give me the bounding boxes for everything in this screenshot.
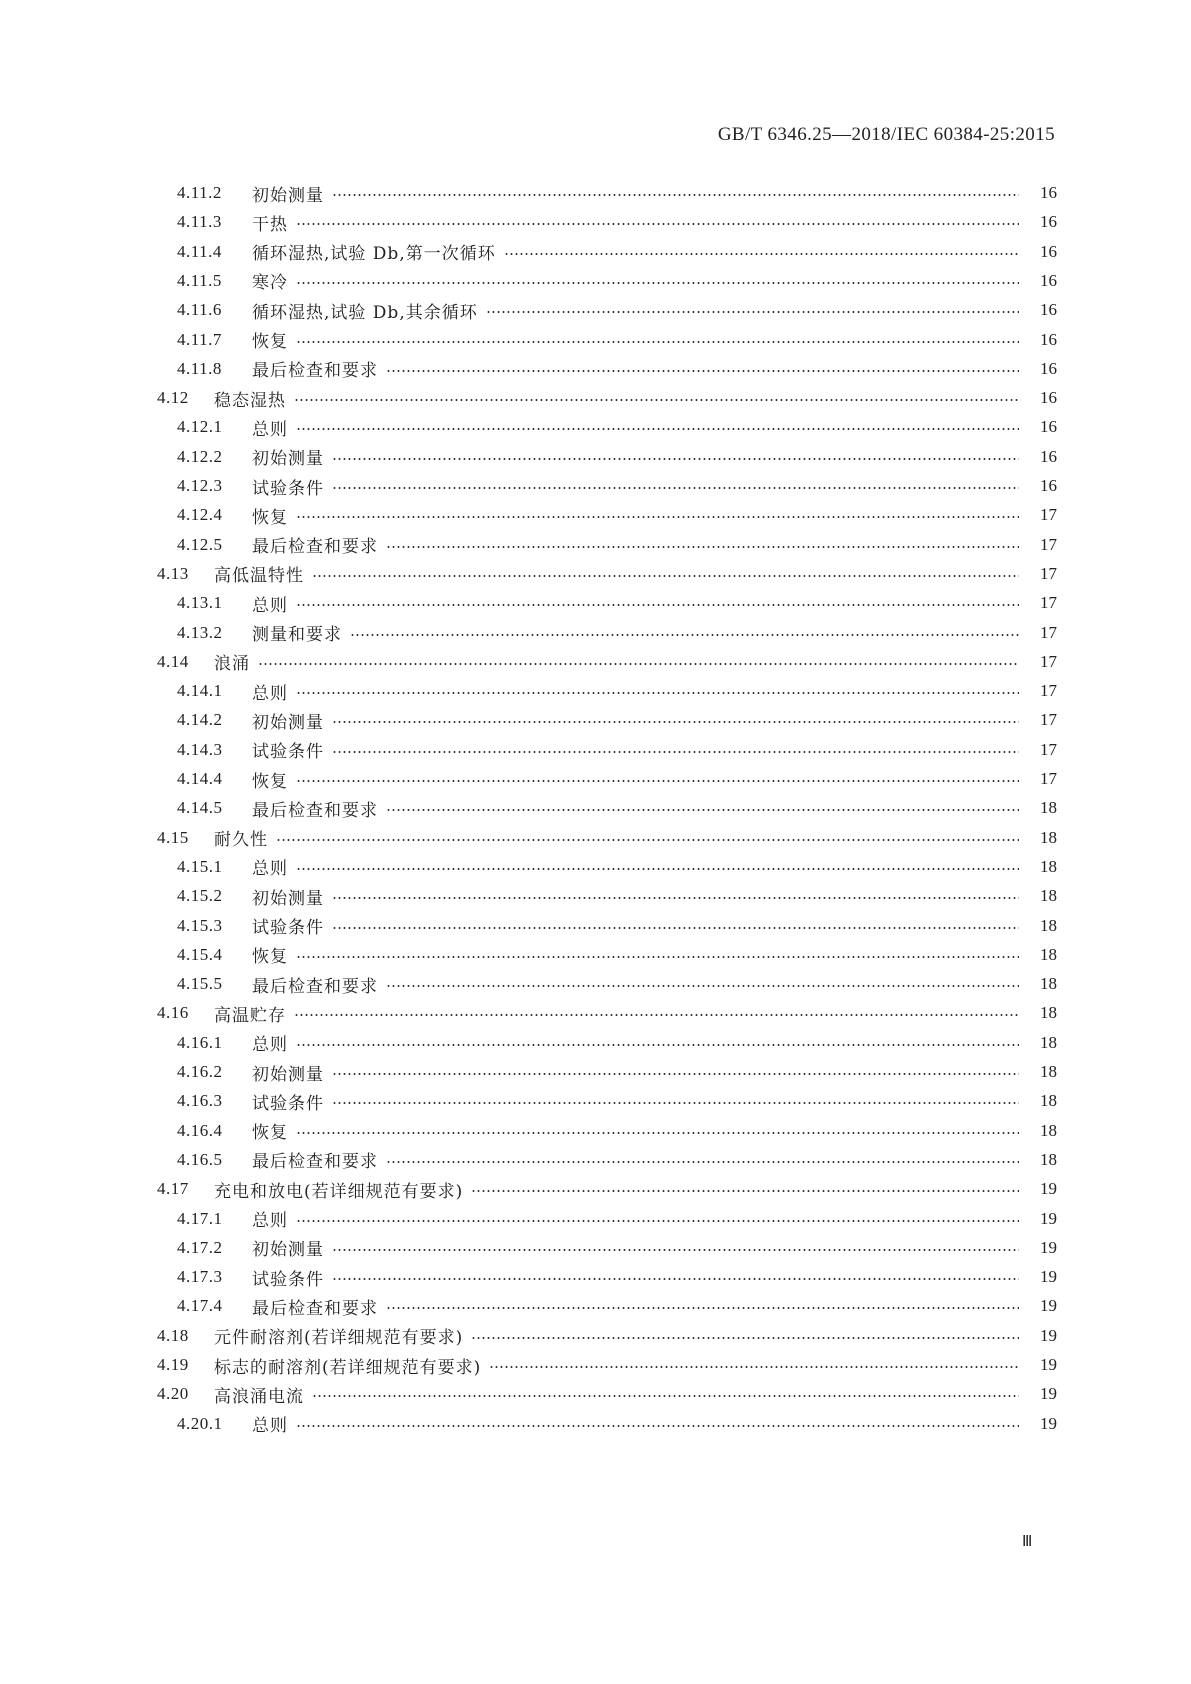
toc-entry[interactable] xyxy=(0,1262,1191,1292)
toc-page-number: 18 xyxy=(1040,1149,1057,1169)
toc-dot-leader xyxy=(296,1044,1019,1046)
toc-section-title: 最后检查和要求 xyxy=(252,976,378,997)
toc-dot-leader xyxy=(296,1425,1019,1427)
toc-entry-content xyxy=(157,998,1057,1028)
toc-section-number: 4.15.3 xyxy=(177,915,223,935)
toc-entry-content xyxy=(177,911,1057,941)
toc-dot-leader xyxy=(386,370,1019,372)
toc-entry[interactable] xyxy=(0,354,1191,384)
toc-entry-content xyxy=(177,237,1057,267)
toc-section-title: 试验条件 xyxy=(252,478,324,499)
toc-page-number: 17 xyxy=(1040,681,1057,701)
toc-section-number: 4.16.3 xyxy=(177,1091,223,1111)
toc-entry[interactable] xyxy=(0,559,1191,589)
toc-entry[interactable] xyxy=(0,1145,1191,1175)
toc-section-title: 总则 xyxy=(252,1211,288,1231)
toc-entry-content xyxy=(157,1379,1057,1409)
toc-dot-leader xyxy=(332,1073,1019,1075)
toc-section-number: 4.16.5 xyxy=(177,1149,223,1169)
toc-entry[interactable] xyxy=(0,618,1191,648)
toc-page-number: 17 xyxy=(1040,769,1057,788)
toc-dot-leader xyxy=(296,868,1019,870)
toc-entry-content xyxy=(177,676,1057,706)
toc-dot-leader xyxy=(332,458,1019,460)
toc-dot-leader xyxy=(332,721,1019,723)
toc-dot-leader xyxy=(332,897,1019,899)
toc-section-title: 恢复 xyxy=(252,1123,288,1144)
toc-page-number: 18 xyxy=(1040,827,1057,847)
toc-page-number: 17 xyxy=(1040,593,1057,613)
toc-section-number: 4.16 xyxy=(157,1003,189,1023)
toc-entry[interactable] xyxy=(0,588,1191,618)
toc-section-number: 4.17.1 xyxy=(177,1208,223,1228)
toc-dot-leader xyxy=(296,223,1019,225)
toc-section-number: 4.18 xyxy=(157,1325,189,1345)
toc-dot-leader xyxy=(332,1102,1019,1104)
toc-section-title: 初始测量 xyxy=(252,1240,324,1261)
toc-section-number: 4.14 xyxy=(157,651,189,671)
toc-dot-leader xyxy=(312,575,1019,577)
toc-section-title: 高温贮存 xyxy=(214,1005,286,1026)
toc-entry-content xyxy=(177,1145,1057,1175)
toc-section-title: 最后检查和要求 xyxy=(252,1298,378,1319)
toc-page-number: 16 xyxy=(1040,476,1057,495)
toc-page-number: 18 xyxy=(1040,1003,1057,1023)
toc-page-number: 17 xyxy=(1040,739,1057,759)
toc-entry-content xyxy=(177,471,1057,501)
toc-page-number: 16 xyxy=(1040,300,1057,320)
toc-entry-content xyxy=(177,266,1057,296)
toc-page-number: 16 xyxy=(1040,417,1057,437)
toc-dot-leader xyxy=(312,1395,1019,1397)
toc-page-number: 18 xyxy=(1040,856,1057,876)
toc-entry[interactable] xyxy=(0,911,1191,941)
toc-entry-content xyxy=(157,1321,1057,1351)
toc-section-number: 4.14.2 xyxy=(177,710,223,730)
toc-section-number: 4.15.5 xyxy=(177,974,223,994)
toc-entry-content xyxy=(177,940,1057,970)
toc-section-title: 稳态湿热 xyxy=(214,390,286,411)
toc-section-number: 4.11.6 xyxy=(177,300,222,320)
toc-section-title: 试验条件 xyxy=(252,1093,324,1114)
toc-page-number: 16 xyxy=(1040,270,1057,290)
toc-page-number: 17 xyxy=(1040,563,1057,583)
toc-entry-content xyxy=(157,559,1057,589)
toc-page-number: 19 xyxy=(1040,1413,1057,1433)
toc-entry[interactable] xyxy=(0,1116,1191,1146)
toc-dot-leader xyxy=(489,1366,1019,1368)
toc-page-number: 19 xyxy=(1040,1325,1057,1345)
toc-entry-content xyxy=(177,705,1057,735)
toc-entry-content xyxy=(177,178,1057,208)
toc-section-title: 充电和放电(若详细规范有要求) xyxy=(214,1181,464,1202)
document-code-header: GB/T 6346.25—2018/IEC 60384-25:2015 xyxy=(717,124,1055,145)
toc-entry[interactable] xyxy=(0,881,1191,911)
toc-entry[interactable] xyxy=(0,383,1191,413)
toc-dot-leader xyxy=(386,809,1019,811)
toc-dot-leader xyxy=(332,751,1019,753)
toc-page-number: 18 xyxy=(1040,886,1057,906)
toc-page-number: 16 xyxy=(1040,241,1057,261)
toc-entry[interactable] xyxy=(0,471,1191,501)
toc-section-title: 恢复 xyxy=(252,332,288,352)
toc-section-number: 4.13.2 xyxy=(177,622,223,642)
toc-section-title: 循环湿热,试验 Db,第一次循环 xyxy=(252,244,496,265)
toc-entry[interactable] xyxy=(0,1057,1191,1087)
toc-entry-content xyxy=(177,1204,1057,1234)
toc-section-title: 总则 xyxy=(252,859,288,880)
toc-page-number: 18 xyxy=(1040,915,1057,935)
toc-dot-leader xyxy=(296,1220,1019,1222)
toc-page-number: 18 xyxy=(1040,1120,1057,1140)
toc-section-title: 试验条件 xyxy=(252,742,324,763)
toc-section-title: 循环湿热,试验 Db,其余循环 xyxy=(252,302,478,323)
toc-entry[interactable] xyxy=(0,412,1191,442)
toc-dot-leader xyxy=(276,839,1019,841)
toc-page-number: 18 xyxy=(1040,1091,1057,1111)
toc-entry[interactable] xyxy=(0,1233,1191,1263)
toc-entry[interactable] xyxy=(0,647,1191,677)
toc-section-number: 4.14.5 xyxy=(177,798,223,818)
toc-page-number: 18 xyxy=(1040,1032,1057,1052)
toc-section-number: 4.17.4 xyxy=(177,1296,223,1316)
toc-section-title: 浪涌 xyxy=(214,654,250,675)
toc-entry-content xyxy=(177,1291,1057,1321)
toc-page-number: 19 xyxy=(1040,1267,1057,1287)
toc-entry-content xyxy=(177,295,1057,325)
toc-section-number: 4.12.4 xyxy=(177,505,223,525)
toc-entry[interactable] xyxy=(0,266,1191,296)
toc-section-number: 4.15.2 xyxy=(177,886,223,906)
toc-dot-leader xyxy=(386,1307,1019,1309)
toc-section-number: 4.12.3 xyxy=(177,476,223,495)
toc-page-number: 18 xyxy=(1040,944,1057,964)
toc-entry-content xyxy=(177,412,1057,442)
toc-entry[interactable] xyxy=(0,442,1191,472)
toc-section-number: 4.17.2 xyxy=(177,1237,223,1257)
toc-dot-leader xyxy=(296,341,1019,343)
toc-section-number: 4.16.1 xyxy=(177,1032,223,1052)
toc-section-title: 初始测量 xyxy=(252,449,324,470)
toc-entry[interactable] xyxy=(0,735,1191,765)
toc-section-title: 标志的耐溶剂(若详细规范有要求) xyxy=(214,1357,482,1378)
toc-section-number: 4.20 xyxy=(157,1384,189,1404)
toc-section-number: 4.15.1 xyxy=(177,856,223,876)
toc-section-number: 4.12.2 xyxy=(177,446,223,466)
toc-page-number: 17 xyxy=(1040,505,1057,525)
toc-dot-leader xyxy=(332,487,1019,489)
toc-entry[interactable] xyxy=(0,325,1191,355)
toc-dot-leader xyxy=(332,1278,1019,1280)
toc-page-number: 17 xyxy=(1040,622,1057,642)
toc-dot-leader xyxy=(296,282,1019,284)
toc-dot-leader xyxy=(296,1132,1019,1134)
toc-dot-leader xyxy=(258,663,1019,665)
toc-section-number: 4.20.1 xyxy=(177,1413,223,1433)
toc-entry-content xyxy=(177,1233,1057,1263)
toc-entry-content xyxy=(177,1116,1057,1146)
toc-dot-leader xyxy=(332,194,1019,196)
toc-section-number: 4.16.4 xyxy=(177,1120,223,1140)
toc-entry[interactable] xyxy=(0,207,1191,237)
toc-section-title: 总则 xyxy=(252,1035,288,1056)
toc-dot-leader xyxy=(504,253,1019,255)
toc-section-title: 总则 xyxy=(252,419,288,440)
toc-section-title: 总则 xyxy=(252,683,288,704)
toc-section-title: 元件耐溶剂(若详细规范有要求) xyxy=(214,1328,464,1349)
toc-entry[interactable] xyxy=(0,1086,1191,1116)
toc-section-title: 总则 xyxy=(252,1416,288,1437)
toc-page-number: 16 xyxy=(1040,212,1057,232)
toc-section-title: 最后检查和要求 xyxy=(252,537,378,558)
toc-entry-content xyxy=(177,881,1057,911)
toc-section-number: 4.17.3 xyxy=(177,1267,223,1287)
toc-page-number: 17 xyxy=(1040,534,1057,554)
toc-entry[interactable] xyxy=(0,852,1191,882)
toc-entry-content xyxy=(177,1057,1057,1087)
toc-entry-content xyxy=(177,793,1057,823)
toc-section-number: 4.15 xyxy=(157,827,189,847)
toc-dot-leader xyxy=(296,780,1019,782)
toc-entry[interactable] xyxy=(0,1204,1191,1234)
toc-entry[interactable] xyxy=(0,500,1191,530)
toc-entry[interactable] xyxy=(0,764,1191,794)
toc-entry[interactable] xyxy=(0,676,1191,706)
toc-entry-content xyxy=(157,1350,1057,1380)
toc-section-title: 试验条件 xyxy=(252,918,324,938)
toc-section-title: 试验条件 xyxy=(252,1269,324,1290)
toc-section-title: 初始测量 xyxy=(252,1064,324,1085)
toc-section-number: 4.12.1 xyxy=(177,417,223,437)
toc-entry-content xyxy=(177,325,1057,355)
toc-entry[interactable] xyxy=(0,295,1191,325)
toc-entry[interactable] xyxy=(0,998,1191,1028)
toc-dot-leader xyxy=(296,956,1019,958)
toc-entry[interactable] xyxy=(0,823,1191,853)
toc-entry[interactable] xyxy=(0,237,1191,267)
toc-dot-leader xyxy=(486,311,1019,313)
toc-page-number: 18 xyxy=(1040,974,1057,994)
toc-entry-content xyxy=(177,969,1057,999)
toc-entry-content xyxy=(177,442,1057,472)
toc-section-number: 4.11.8 xyxy=(177,358,222,378)
toc-entry-content xyxy=(157,383,1057,413)
toc-section-title: 恢复 xyxy=(252,771,288,792)
toc-entry[interactable] xyxy=(0,530,1191,560)
toc-dot-leader xyxy=(386,546,1019,548)
toc-dot-leader xyxy=(294,1014,1019,1016)
toc-dot-leader xyxy=(471,1337,1019,1339)
toc-section-number: 4.15.4 xyxy=(177,944,223,964)
toc-page-number: 17 xyxy=(1040,651,1057,671)
toc-section-title: 最后检查和要求 xyxy=(252,1152,378,1173)
toc-section-title: 初始测量 xyxy=(252,888,324,909)
toc-page-number: 16 xyxy=(1040,388,1057,408)
toc-dot-leader xyxy=(296,604,1019,606)
toc-section-number: 4.13.1 xyxy=(177,593,223,613)
toc-section-number: 4.16.2 xyxy=(177,1062,223,1081)
toc-entry-content xyxy=(157,1174,1057,1204)
toc-section-title: 耐久性 xyxy=(214,830,268,851)
toc-dot-leader xyxy=(386,985,1019,987)
toc-dot-leader xyxy=(386,1161,1019,1163)
toc-entry-content xyxy=(177,1086,1057,1116)
toc-dot-leader xyxy=(296,428,1019,430)
toc-page-number: 19 xyxy=(1040,1296,1057,1316)
toc-entry[interactable] xyxy=(0,1174,1191,1204)
toc-page-number: 19 xyxy=(1040,1208,1057,1228)
toc-entry[interactable] xyxy=(0,793,1191,823)
toc-dot-leader xyxy=(350,634,1019,636)
toc-section-title: 恢复 xyxy=(252,507,288,528)
toc-entry-content xyxy=(177,1409,1057,1439)
toc-section-title: 高浪涌电流 xyxy=(214,1386,304,1407)
toc-section-title: 最后检查和要求 xyxy=(252,800,378,821)
toc-entry[interactable] xyxy=(0,1409,1191,1439)
toc-section-number: 4.14.3 xyxy=(177,739,223,759)
toc-section-number: 4.12.5 xyxy=(177,534,223,554)
toc-section-number: 4.17 xyxy=(157,1179,189,1199)
toc-page-number: 16 xyxy=(1040,358,1057,378)
toc-section-number: 4.13 xyxy=(157,563,189,583)
toc-entry-content xyxy=(177,354,1057,384)
toc-entry[interactable] xyxy=(0,178,1191,208)
toc-dot-leader xyxy=(296,692,1019,694)
toc-entry-content xyxy=(177,500,1057,530)
toc-section-title: 高低温特性 xyxy=(214,566,304,587)
toc-entry-content xyxy=(177,530,1057,560)
toc-dot-leader xyxy=(332,1249,1019,1251)
toc-entry[interactable] xyxy=(0,1291,1191,1321)
toc-entry[interactable] xyxy=(0,969,1191,999)
toc-section-number: 4.12 xyxy=(157,388,189,408)
toc-section-title: 寒冷 xyxy=(252,273,288,294)
toc-section-title: 测量和要求 xyxy=(252,625,342,645)
toc-entry-content xyxy=(177,852,1057,882)
toc-page-number: 18 xyxy=(1040,1062,1057,1081)
toc-section-number: 4.11.2 xyxy=(177,183,222,202)
toc-entry-content xyxy=(177,735,1057,765)
toc-section-number: 4.14.4 xyxy=(177,769,223,788)
toc-page-number: 19 xyxy=(1040,1384,1057,1404)
toc-entry-content xyxy=(157,647,1057,677)
toc-entry-content xyxy=(177,1028,1057,1058)
toc-section-number: 4.14.1 xyxy=(177,681,223,701)
toc-entry-content xyxy=(177,207,1057,237)
toc-section-number: 4.11.4 xyxy=(177,241,222,261)
toc-entry[interactable] xyxy=(0,705,1191,735)
toc-entry[interactable] xyxy=(0,1379,1191,1409)
toc-page-number: 19 xyxy=(1040,1237,1057,1257)
toc-entry[interactable] xyxy=(0,1350,1191,1380)
toc-entry[interactable] xyxy=(0,940,1191,970)
toc-section-number: 4.19 xyxy=(157,1355,189,1374)
toc-section-title: 初始测量 xyxy=(252,185,324,206)
toc-section-title: 干热 xyxy=(252,214,288,235)
toc-section-number: 4.11.7 xyxy=(177,329,222,349)
toc-page-number: 17 xyxy=(1040,710,1057,730)
toc-section-number: 4.11.3 xyxy=(177,212,222,232)
toc-entry[interactable] xyxy=(0,1028,1191,1058)
toc-page-number: 19 xyxy=(1040,1179,1057,1199)
toc-entry-content xyxy=(177,588,1057,618)
toc-dot-leader xyxy=(294,399,1019,401)
toc-page-number: 19 xyxy=(1040,1355,1057,1374)
toc-page-number: 16 xyxy=(1040,446,1057,466)
toc-dot-leader xyxy=(471,1190,1019,1192)
toc-page-number: 16 xyxy=(1040,183,1057,202)
toc-section-title: 最后检查和要求 xyxy=(252,361,378,382)
toc-section-title: 初始测量 xyxy=(252,712,324,733)
toc-entry-content xyxy=(177,618,1057,648)
toc-entry[interactable] xyxy=(0,1321,1191,1351)
toc-page-number: 18 xyxy=(1040,798,1057,818)
toc-dot-leader xyxy=(332,927,1019,929)
toc-entry-content xyxy=(177,764,1057,794)
toc-section-title: 恢复 xyxy=(252,947,288,968)
toc-entry-content xyxy=(157,823,1057,853)
toc-entry-content xyxy=(177,1262,1057,1292)
toc-page-number: 16 xyxy=(1040,329,1057,349)
toc-section-number: 4.11.5 xyxy=(177,270,222,290)
page-number-footer: Ⅲ xyxy=(1022,1534,1033,1550)
toc-section-title: 总则 xyxy=(252,595,288,616)
toc-dot-leader xyxy=(296,516,1019,518)
